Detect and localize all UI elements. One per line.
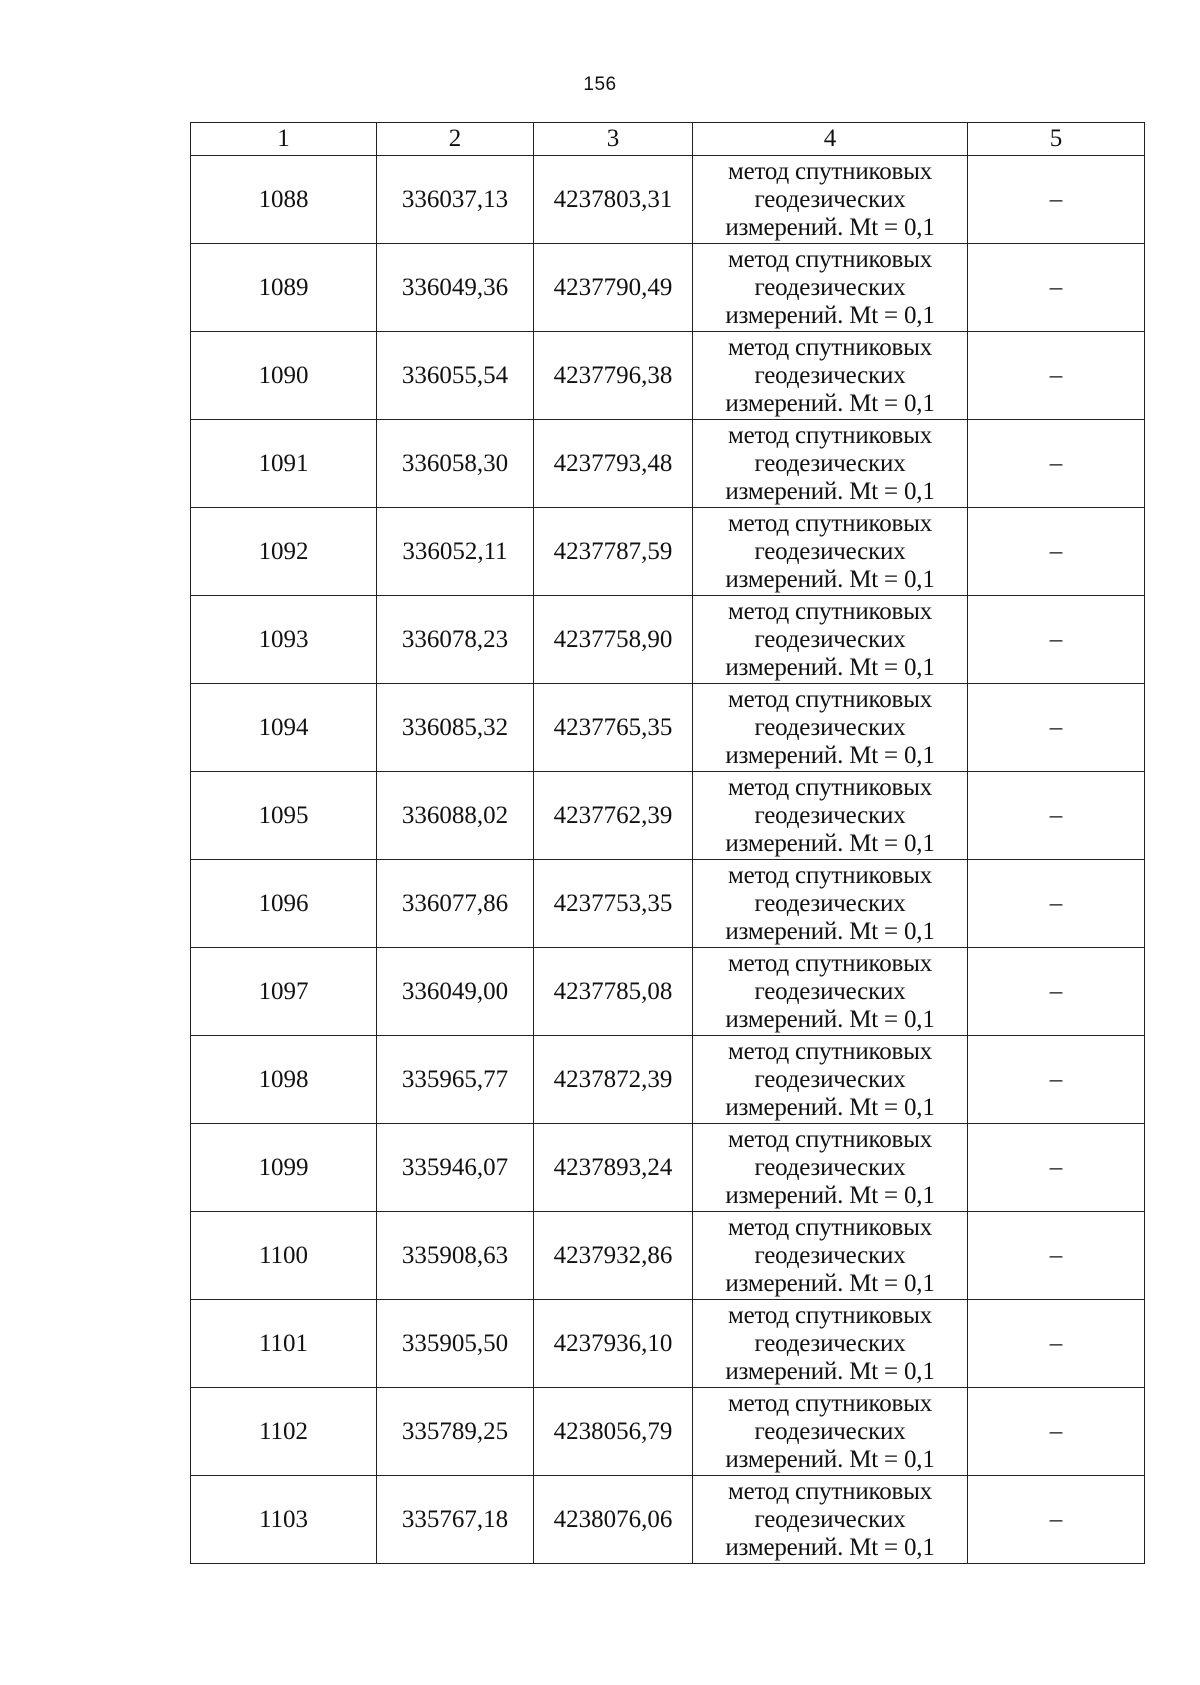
- method-line: измерений. Mt = 0,1: [725, 1182, 935, 1209]
- y-coordinate-cell: 4237787,59: [534, 508, 693, 596]
- x-coordinate-cell: 335946,07: [377, 1124, 534, 1212]
- method-line: измерений. Mt = 0,1: [725, 1358, 935, 1385]
- point-number-cell: 1090: [191, 332, 377, 420]
- method-cell: [693, 332, 968, 420]
- table-row: [191, 684, 1145, 772]
- y-coordinate-cell: 4238056,79: [534, 1388, 693, 1476]
- method-line: метод спутниковых: [728, 1390, 932, 1417]
- table-row: [191, 156, 1145, 244]
- method-line: метод спутниковых: [728, 686, 932, 713]
- method-line: геодезических: [754, 978, 906, 1005]
- x-coordinate-cell: 336055,54: [377, 332, 534, 420]
- y-coordinate-cell: 4237936,10: [534, 1300, 693, 1388]
- method-cell: [693, 1388, 968, 1476]
- method-cell: [693, 420, 968, 508]
- method-line: геодезических: [754, 1066, 906, 1093]
- y-coordinate-cell: 4237753,35: [534, 860, 693, 948]
- method-line: геодезических: [754, 274, 906, 301]
- method-line: измерений. Mt = 0,1: [725, 918, 935, 945]
- method-line: метод спутниковых: [728, 1126, 932, 1153]
- method-line: метод спутниковых: [728, 950, 932, 977]
- method-line: метод спутниковых: [728, 862, 932, 889]
- point-number-cell: 1094: [191, 684, 377, 772]
- method-line: измерений. Mt = 0,1: [725, 1446, 935, 1473]
- method-line: метод спутниковых: [728, 334, 932, 361]
- table-row: [191, 772, 1145, 860]
- method-line: измерений. Mt = 0,1: [725, 1094, 935, 1121]
- note-cell: –: [968, 684, 1145, 772]
- method-line: геодезических: [754, 538, 906, 565]
- method-line: геодезических: [754, 802, 906, 829]
- point-number-cell: 1102: [191, 1388, 377, 1476]
- x-coordinate-cell: 335789,25: [377, 1388, 534, 1476]
- x-coordinate-cell: 336037,13: [377, 156, 534, 244]
- point-number-cell: 1098: [191, 1036, 377, 1124]
- note-cell: –: [968, 860, 1145, 948]
- method-line: измерений. Mt = 0,1: [725, 654, 935, 681]
- method-line: геодезических: [754, 362, 906, 389]
- point-number-cell: 1097: [191, 948, 377, 1036]
- method-line: метод спутниковых: [728, 598, 932, 625]
- table-row: [191, 508, 1145, 596]
- table-row: [191, 1124, 1145, 1212]
- note-cell: –: [968, 596, 1145, 684]
- method-line: геодезических: [754, 1418, 906, 1445]
- method-line: геодезических: [754, 1242, 906, 1269]
- note-cell: –: [968, 1212, 1145, 1300]
- method-line: геодезических: [754, 186, 906, 213]
- header-cell-4: 4: [693, 123, 968, 156]
- note-cell: –: [968, 1300, 1145, 1388]
- method-line: геодезических: [754, 1154, 906, 1181]
- y-coordinate-cell: 4237762,39: [534, 772, 693, 860]
- table-row: [191, 244, 1145, 332]
- method-line: измерений. Mt = 0,1: [725, 742, 935, 769]
- method-cell: [693, 1036, 968, 1124]
- note-cell: –: [968, 1476, 1145, 1564]
- y-coordinate-cell: 4237872,39: [534, 1036, 693, 1124]
- method-cell: [693, 772, 968, 860]
- x-coordinate-cell: 336077,86: [377, 860, 534, 948]
- method-cell: [693, 684, 968, 772]
- note-cell: –: [968, 1388, 1145, 1476]
- method-line: измерений. Mt = 0,1: [725, 478, 935, 505]
- method-cell: [693, 156, 968, 244]
- method-cell: [693, 508, 968, 596]
- method-line: геодезических: [754, 1506, 906, 1533]
- x-coordinate-cell: 335767,18: [377, 1476, 534, 1564]
- x-coordinate-cell: 335965,77: [377, 1036, 534, 1124]
- point-number-cell: 1088: [191, 156, 377, 244]
- x-coordinate-cell: 336049,36: [377, 244, 534, 332]
- y-coordinate-cell: 4237893,24: [534, 1124, 693, 1212]
- method-line: измерений. Mt = 0,1: [725, 390, 935, 417]
- method-line: измерений. Mt = 0,1: [725, 214, 935, 241]
- note-cell: –: [968, 420, 1145, 508]
- table-row: [191, 596, 1145, 684]
- y-coordinate-cell: 4237785,08: [534, 948, 693, 1036]
- header-cell-2: 2: [377, 123, 534, 156]
- table-header: [191, 123, 1145, 156]
- method-line: метод спутниковых: [728, 1214, 932, 1241]
- table-row: [191, 948, 1145, 1036]
- note-cell: –: [968, 244, 1145, 332]
- header-row: [191, 123, 1145, 156]
- method-cell: [693, 1124, 968, 1212]
- table-row: [191, 1212, 1145, 1300]
- table-row: [191, 1036, 1145, 1124]
- y-coordinate-cell: 4237803,31: [534, 156, 693, 244]
- point-number-cell: 1096: [191, 860, 377, 948]
- method-line: геодезических: [754, 1330, 906, 1357]
- header-cell-1: 1: [191, 123, 377, 156]
- note-cell: –: [968, 332, 1145, 420]
- table-row: [191, 332, 1145, 420]
- y-coordinate-cell: 4237758,90: [534, 596, 693, 684]
- method-line: метод спутниковых: [728, 510, 932, 537]
- table-row: [191, 1388, 1145, 1476]
- method-cell: [693, 948, 968, 1036]
- x-coordinate-cell: 336078,23: [377, 596, 534, 684]
- y-coordinate-cell: 4237765,35: [534, 684, 693, 772]
- method-cell: [693, 244, 968, 332]
- header-cell-3: 3: [534, 123, 693, 156]
- note-cell: –: [968, 772, 1145, 860]
- note-cell: –: [968, 156, 1145, 244]
- method-line: измерений. Mt = 0,1: [725, 1006, 935, 1033]
- y-coordinate-cell: 4238076,06: [534, 1476, 693, 1564]
- point-number-cell: 1101: [191, 1300, 377, 1388]
- method-line: метод спутниковых: [728, 246, 932, 273]
- note-cell: –: [968, 1124, 1145, 1212]
- method-line: метод спутниковых: [728, 158, 932, 185]
- table-row: [191, 860, 1145, 948]
- header-cell-5: 5: [968, 123, 1145, 156]
- note-cell: –: [968, 1036, 1145, 1124]
- point-number-cell: 1095: [191, 772, 377, 860]
- method-cell: [693, 1212, 968, 1300]
- method-line: метод спутниковых: [728, 1478, 932, 1505]
- method-line: метод спутниковых: [728, 1302, 932, 1329]
- x-coordinate-cell: 336085,32: [377, 684, 534, 772]
- x-coordinate-cell: 335905,50: [377, 1300, 534, 1388]
- method-line: метод спутниковых: [728, 422, 932, 449]
- table-row: [191, 1476, 1145, 1564]
- method-line: геодезических: [754, 890, 906, 917]
- point-number-cell: 1092: [191, 508, 377, 596]
- method-line: измерений. Mt = 0,1: [725, 302, 935, 329]
- x-coordinate-cell: 336088,02: [377, 772, 534, 860]
- method-line: геодезических: [754, 626, 906, 653]
- method-cell: [693, 860, 968, 948]
- table-body: [191, 156, 1145, 1564]
- x-coordinate-cell: 336052,11: [377, 508, 534, 596]
- point-number-cell: 1093: [191, 596, 377, 684]
- coordinates-table: [190, 122, 1145, 1564]
- y-coordinate-cell: 4237796,38: [534, 332, 693, 420]
- method-cell: [693, 1476, 968, 1564]
- method-line: метод спутниковых: [728, 1038, 932, 1065]
- method-cell: [693, 1300, 968, 1388]
- method-line: измерений. Mt = 0,1: [725, 566, 935, 593]
- y-coordinate-cell: 4237932,86: [534, 1212, 693, 1300]
- x-coordinate-cell: 336049,00: [377, 948, 534, 1036]
- method-line: геодезических: [754, 714, 906, 741]
- note-cell: –: [968, 508, 1145, 596]
- point-number-cell: 1091: [191, 420, 377, 508]
- point-number-cell: 1089: [191, 244, 377, 332]
- y-coordinate-cell: 4237790,49: [534, 244, 693, 332]
- method-line: измерений. Mt = 0,1: [725, 1534, 935, 1561]
- method-line: измерений. Mt = 0,1: [725, 830, 935, 857]
- table-row: [191, 1300, 1145, 1388]
- table-row: [191, 420, 1145, 508]
- method-line: метод спутниковых: [728, 774, 932, 801]
- y-coordinate-cell: 4237793,48: [534, 420, 693, 508]
- point-number-cell: 1103: [191, 1476, 377, 1564]
- method-cell: [693, 596, 968, 684]
- method-line: геодезических: [754, 450, 906, 477]
- x-coordinate-cell: 336058,30: [377, 420, 534, 508]
- point-number-cell: 1099: [191, 1124, 377, 1212]
- x-coordinate-cell: 335908,63: [377, 1212, 534, 1300]
- note-cell: –: [968, 948, 1145, 1036]
- method-line: измерений. Mt = 0,1: [725, 1270, 935, 1297]
- page-number: 156: [583, 74, 617, 95]
- point-number-cell: 1100: [191, 1212, 377, 1300]
